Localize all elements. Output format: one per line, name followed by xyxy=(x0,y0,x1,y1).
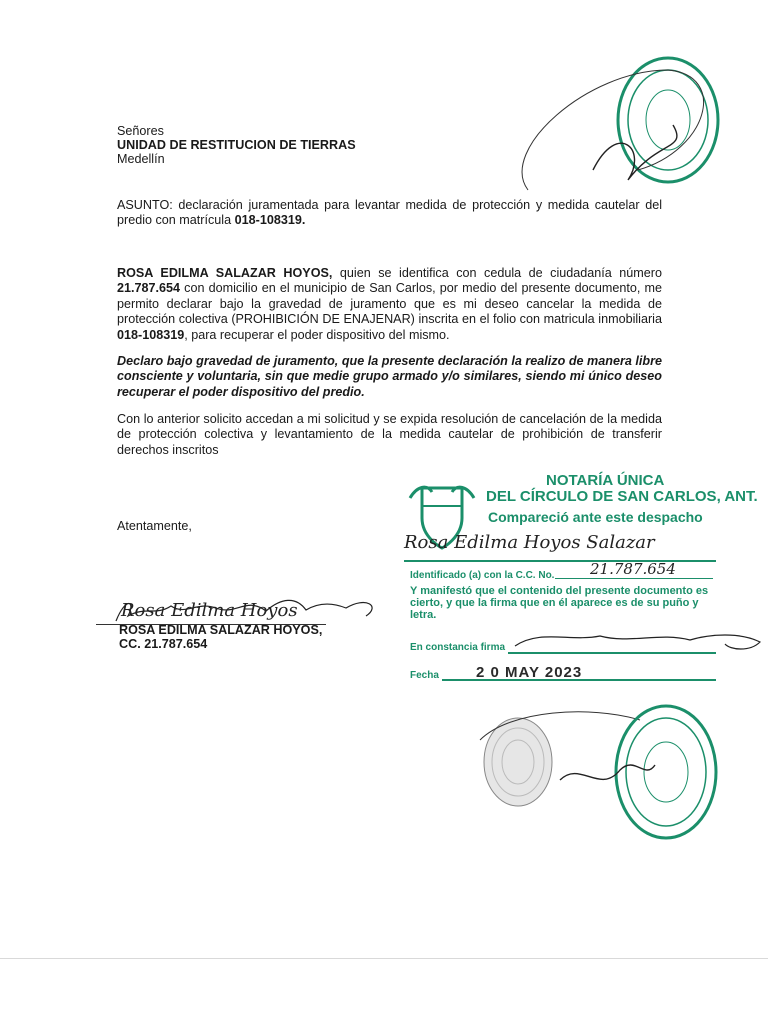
id-label: Identificado (a) con la C.C. No. xyxy=(410,570,555,581)
signer-name: ROSA EDILMA SALAZAR HOYOS, xyxy=(119,623,323,637)
declarant-cc: 21.787.654 xyxy=(117,281,181,296)
p1-text-1: quien se identifica con cedula de ciudadanía número xyxy=(332,266,662,280)
signer-cc: CC. 21.787.654 xyxy=(119,637,208,651)
declarant-name: ROSA EDILMA SALAZAR HOYOS, xyxy=(117,266,333,280)
subject-matricula: 018-108319. xyxy=(234,213,306,228)
signature-text: Rosa Edilma Hoyos xyxy=(121,600,298,621)
handwritten-name: Rosa Edilma Hoyos Salazar xyxy=(404,532,655,553)
sworn-statement: Declaro bajo gravedad de juramento, que la presente declaración la realizo de manera libre consciente y voluntaria, sin que medie grupo armado y/o similares, siendo mi único deseo recuperar el poder dispositivo del predio. xyxy=(117,354,662,399)
notary-compared: Compareció ante este despacho xyxy=(488,509,703,525)
recipient: UNIDAD DE RESTITUCION DE TIERRAS xyxy=(117,138,356,152)
declaration-paragraph xyxy=(117,266,662,343)
subject-text: ASUNTO: declaración juramentada para levantar medida de protección y medida cautelar del predio con matrícula xyxy=(117,198,662,228)
notary-statement: Y manifestó que el contenido del presente documento es cierto, y que la firma que en él aparece es de su puño y letra. xyxy=(410,585,709,621)
request-paragraph: Con lo anterior solicito accedan a mi solicitud y se expida resolución de cancelación de la medida de protección colectiva y levantamiento de la medida cautelar de prohibición de transferir derechos inscritos xyxy=(117,412,662,457)
salutation: Señores xyxy=(117,124,164,138)
notary-seal-top xyxy=(498,30,728,210)
notary-circle: DEL CÍRCULO DE SAN CARLOS, ANT. xyxy=(486,488,758,505)
p1-text-2: con domicilio en el municipio de San Carlos, por medio del presente documento, me permito declarar bajo la gravedad de juramento que es mi deseo cancelar la medida de protección colectiva (PROHIBICIÓN DE ENAJENAR) inscrita en el folio con matricula inmobiliaria xyxy=(117,281,662,327)
page-bottom-edge xyxy=(0,958,768,959)
fingerprint-and-seal xyxy=(470,700,730,870)
p1-matricula: 018-108319 xyxy=(117,327,185,342)
subject xyxy=(117,198,662,229)
constancia-line xyxy=(508,652,716,654)
id-line xyxy=(555,578,713,579)
fecha-label: Fecha xyxy=(410,670,439,681)
handwritten-cc: 21.787.654 xyxy=(590,560,676,578)
closing: Atentamente, xyxy=(117,519,192,533)
constancia-label: En constancia firma xyxy=(410,642,506,653)
notary-title: NOTARÍA ÚNICA xyxy=(546,472,665,489)
fecha-value: 2 0 MAY 2023 xyxy=(476,664,583,681)
city: Medellín xyxy=(117,152,165,166)
p1-text-3: , para recuperar el poder dispositivo del mismo. xyxy=(184,327,450,342)
